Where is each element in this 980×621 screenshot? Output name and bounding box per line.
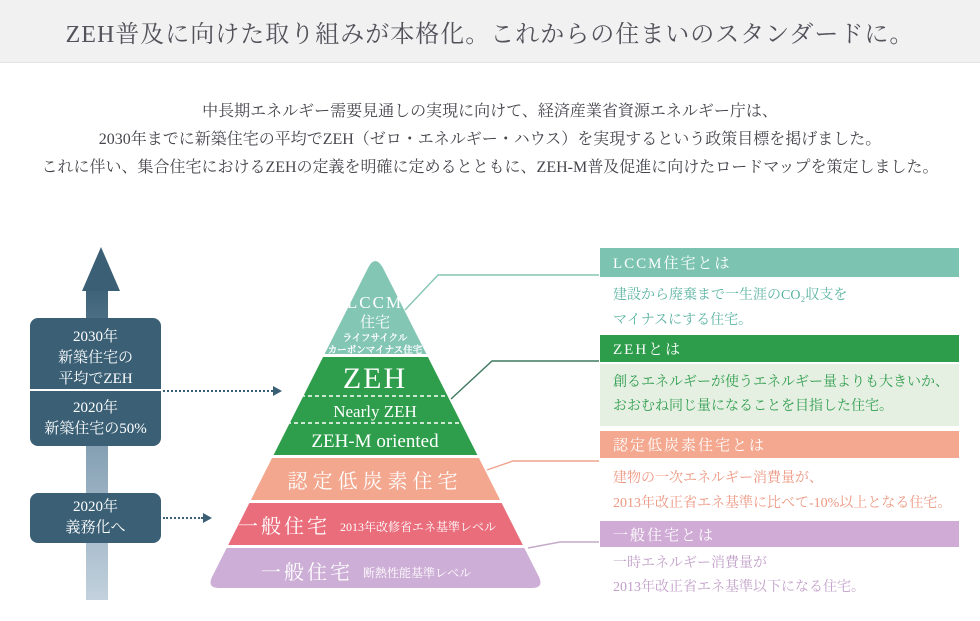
title-bar [0,0,980,63]
callout-lccm-body-line1: 建設から廃棄まで一生涯のCO₂収支を [613,288,848,303]
milestone-2030-line1: 新築住宅の [57,350,133,366]
callout-low-carbon-body-line1: 建物の一次エネルギー消費量が、 [613,471,823,486]
milestone-2030 [30,318,161,389]
milestone-2030-year: 2030年 [72,329,118,345]
intro-line-1: 中長期エネルギー需要見通しの実現に向けて、経済産業省資源エネルギー庁は、 [202,103,778,120]
callout-general-title: 一般住宅とは [600,521,959,547]
timeline-box-2030-2020 [30,318,161,446]
milestone-2020-half-year: 2020年 [72,400,118,416]
zeh-pyramid [203,252,548,588]
callout-general-body-line1: 一時エネルギー消費量が [613,556,767,571]
callout-low-carbon-body-line2: 2013年改正省エネ基準に比べて-10%以上となる住宅。 [613,496,952,511]
callout-lccm-title: LCCM住宅とは [600,248,959,277]
callout-zeh-body-line2: おおむね同じ量になることを目指した住宅。 [613,399,893,414]
milestone-2030-line2: 平均でZEH [58,371,133,387]
general-insulation-label: 一般住宅 [261,562,353,584]
milestone-2020-duty [30,493,161,539]
callout-general-body [600,552,960,600]
callout-low-carbon [600,431,960,516]
callout-lccm [600,248,960,333]
milestone-2020-half [30,391,161,440]
lccm-title-2: 住宅 [359,315,391,331]
callout-general [600,521,960,600]
milestone-2020-duty-year: 2020年 [72,499,118,515]
lccm-sub-2: カーボンマイナス住宅 [327,345,423,356]
callout-general-body-line2: 2013年改正省エネ基準以下になる住宅。 [613,580,865,595]
callout-lccm-body-line2: マイナスにする住宅。 [613,313,753,328]
nearly-zeh-label: Nearly ZEH [333,402,417,421]
callout-zeh [600,335,960,426]
milestone-2020-duty-line1: 義務化へ [65,520,126,536]
callout-low-carbon-body [600,466,960,516]
timeline-box-2020-duty [30,493,161,543]
intro-paragraph [0,98,980,182]
callout-low-carbon-title: 認定低炭素住宅とは [600,431,959,458]
intro-line-2: 2030年までに新築住宅の平均でZEH（ゼロ・エネルギー・ハウス）を実現するという政策目標を掲げました。 [98,131,882,148]
callout-lccm-body [600,283,960,333]
zehm-oriented-label: ZEH-M oriented [311,431,439,452]
general-2013-label: 一般住宅 [238,516,330,538]
zeh-label: ZEH [342,362,408,395]
milestone-2020-half-line1: 新築住宅の50% [44,421,147,437]
lccm-title-1: LCCM [346,293,404,312]
callout-zeh-body [600,364,959,426]
callout-zeh-body-line1: 創るエネルギーが使うエネルギー量よりも大きいか、 [613,375,949,390]
page-title: ZEH普及に向けた取り組みが本格化。これからの住まいのスタンダードに。 [65,21,915,48]
dotted-arrow-to-general-icon [163,517,203,519]
lccm-sub-1: ライフサイクル [342,333,408,344]
general-2013-note: 2013年改修省エネ基準レベル [340,520,497,534]
low-carbon-label: 認定低炭素住宅 [287,471,463,493]
intro-line-3: これに伴い、集合住宅におけるZEHの定義を明確に定めるとともに、ZEH-M普及促進に向けたロードマップを策定しました。 [41,159,939,176]
callout-zeh-title: ZEHとは [600,335,959,362]
general-insulation-note: 断熱性能基準レベル [363,566,472,580]
